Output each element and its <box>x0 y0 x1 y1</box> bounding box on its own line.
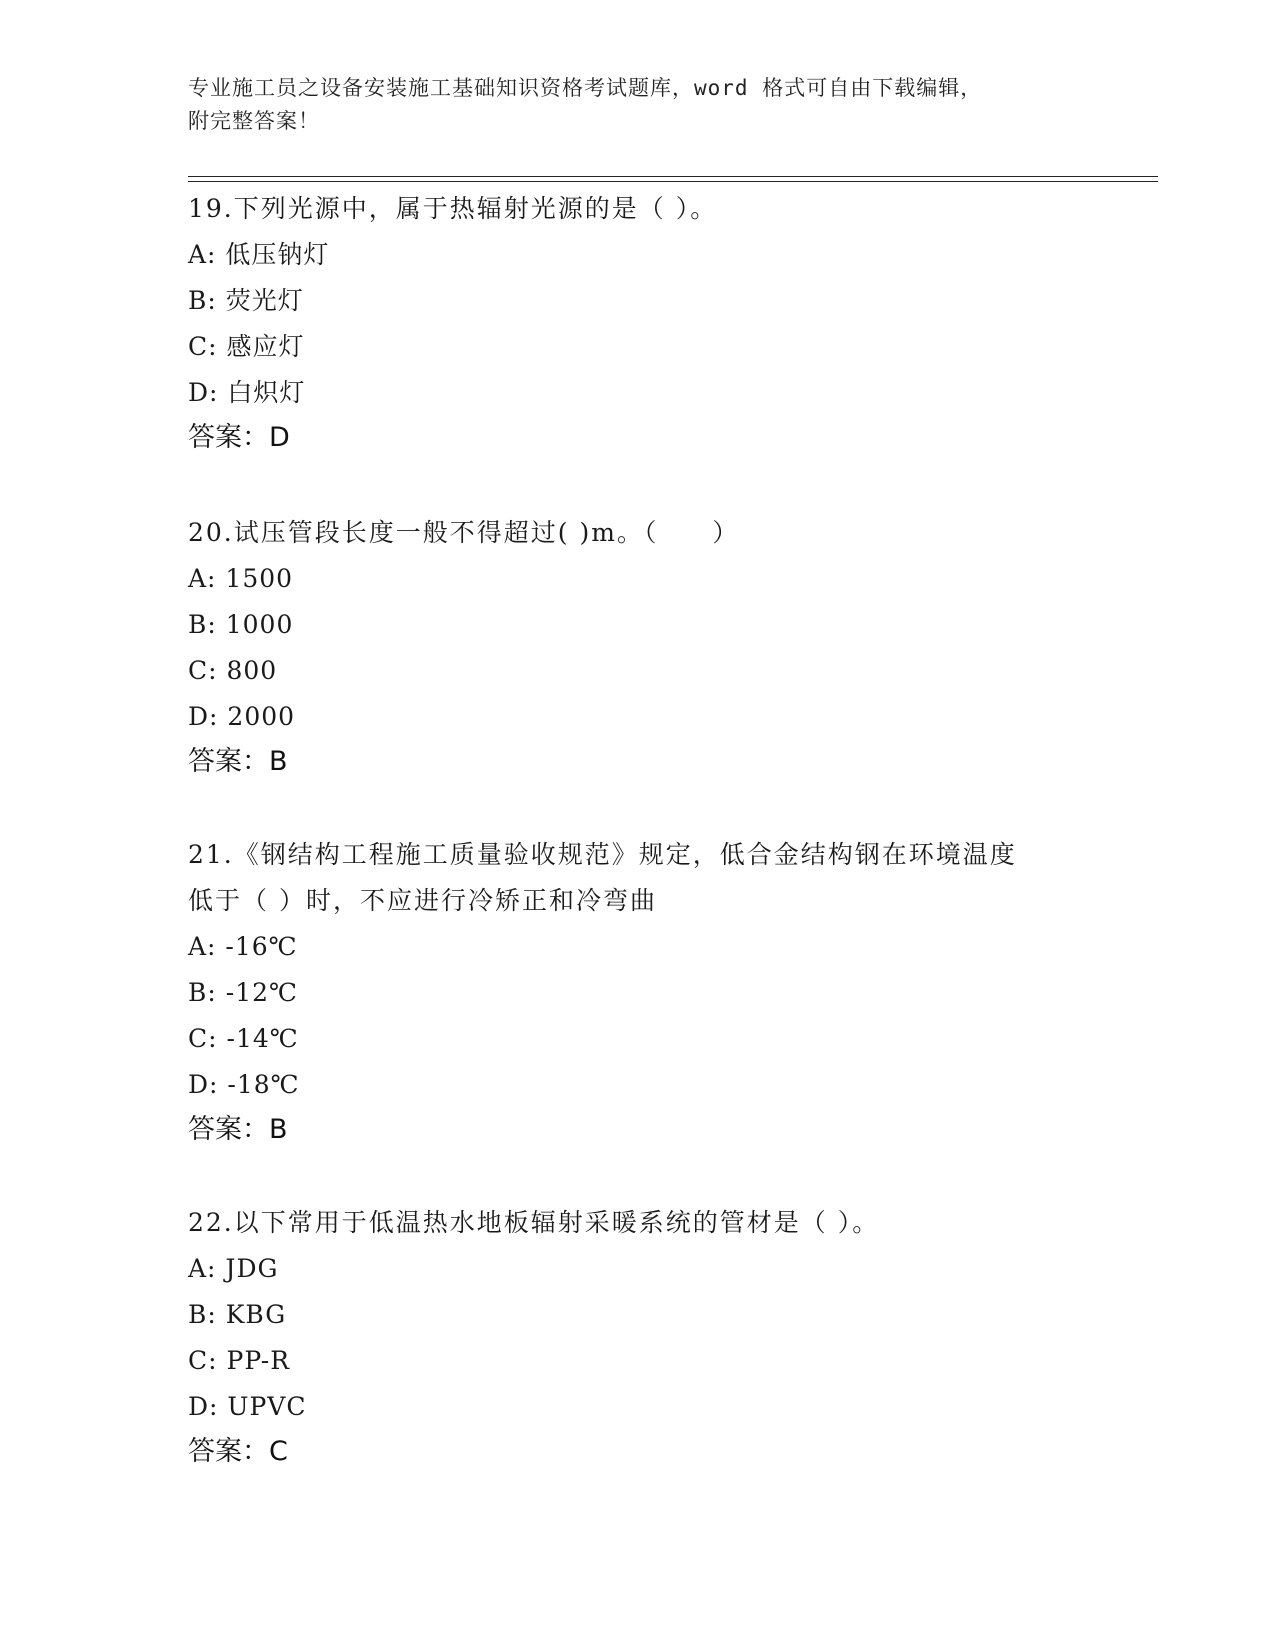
option-a: A: JDG <box>188 1254 279 1283</box>
option-b: B: 1000 <box>188 610 294 639</box>
option-c: C: 感应灯 <box>188 332 305 361</box>
option-b: B: -12℃ <box>188 978 298 1007</box>
header-line-2: 附完整答案！ <box>188 109 320 133</box>
question-22 <box>188 1200 1088 1474</box>
option-c: C: 800 <box>188 656 278 685</box>
document-header <box>188 72 1068 138</box>
question-20 <box>188 510 1088 784</box>
option-a: A: -16℃ <box>188 932 298 961</box>
header-divider-top <box>188 176 1158 177</box>
option-a: A: 1500 <box>188 564 294 593</box>
option-b: B: 荧光灯 <box>188 286 304 315</box>
header-divider-bottom <box>188 181 1158 182</box>
question-19 <box>188 186 1088 460</box>
option-b: B: KBG <box>188 1300 287 1329</box>
option-c: C: -14℃ <box>188 1024 299 1053</box>
question-text-line-1: 21.《钢结构工程施工质量验收规范》规定，低合金结构钢在环境温度 <box>188 840 1017 869</box>
option-d: D: 2000 <box>188 702 296 731</box>
option-d: D: 白炽灯 <box>188 378 306 407</box>
answer-line: 答案：C <box>188 1436 288 1467</box>
option-d: D: -18℃ <box>188 1070 300 1099</box>
question-text-line-2: 低于（ ）时，不应进行冷矫正和冷弯曲 <box>188 886 657 915</box>
option-a: A: 低压钠灯 <box>188 240 330 269</box>
header-line-1: 专业施工员之设备安装施工基础知识资格考试题库，word 格式可自由下载编辑， <box>188 76 983 100</box>
option-d: D: UPVC <box>188 1392 307 1421</box>
answer-line: 答案：B <box>188 1114 288 1145</box>
answer-line: 答案：D <box>188 422 290 453</box>
question-21 <box>188 832 1088 1152</box>
question-text: 19.下列光源中，属于热辐射光源的是（ ）。 <box>188 194 718 223</box>
question-text: 20.试压管段长度一般不得超过( )m。（ ） <box>188 518 740 547</box>
question-text: 22.以下常用于低温热水地板辐射采暖系统的管材是（ ）。 <box>188 1208 880 1237</box>
answer-line: 答案：B <box>188 746 288 777</box>
option-c: C: PP-R <box>188 1346 291 1375</box>
